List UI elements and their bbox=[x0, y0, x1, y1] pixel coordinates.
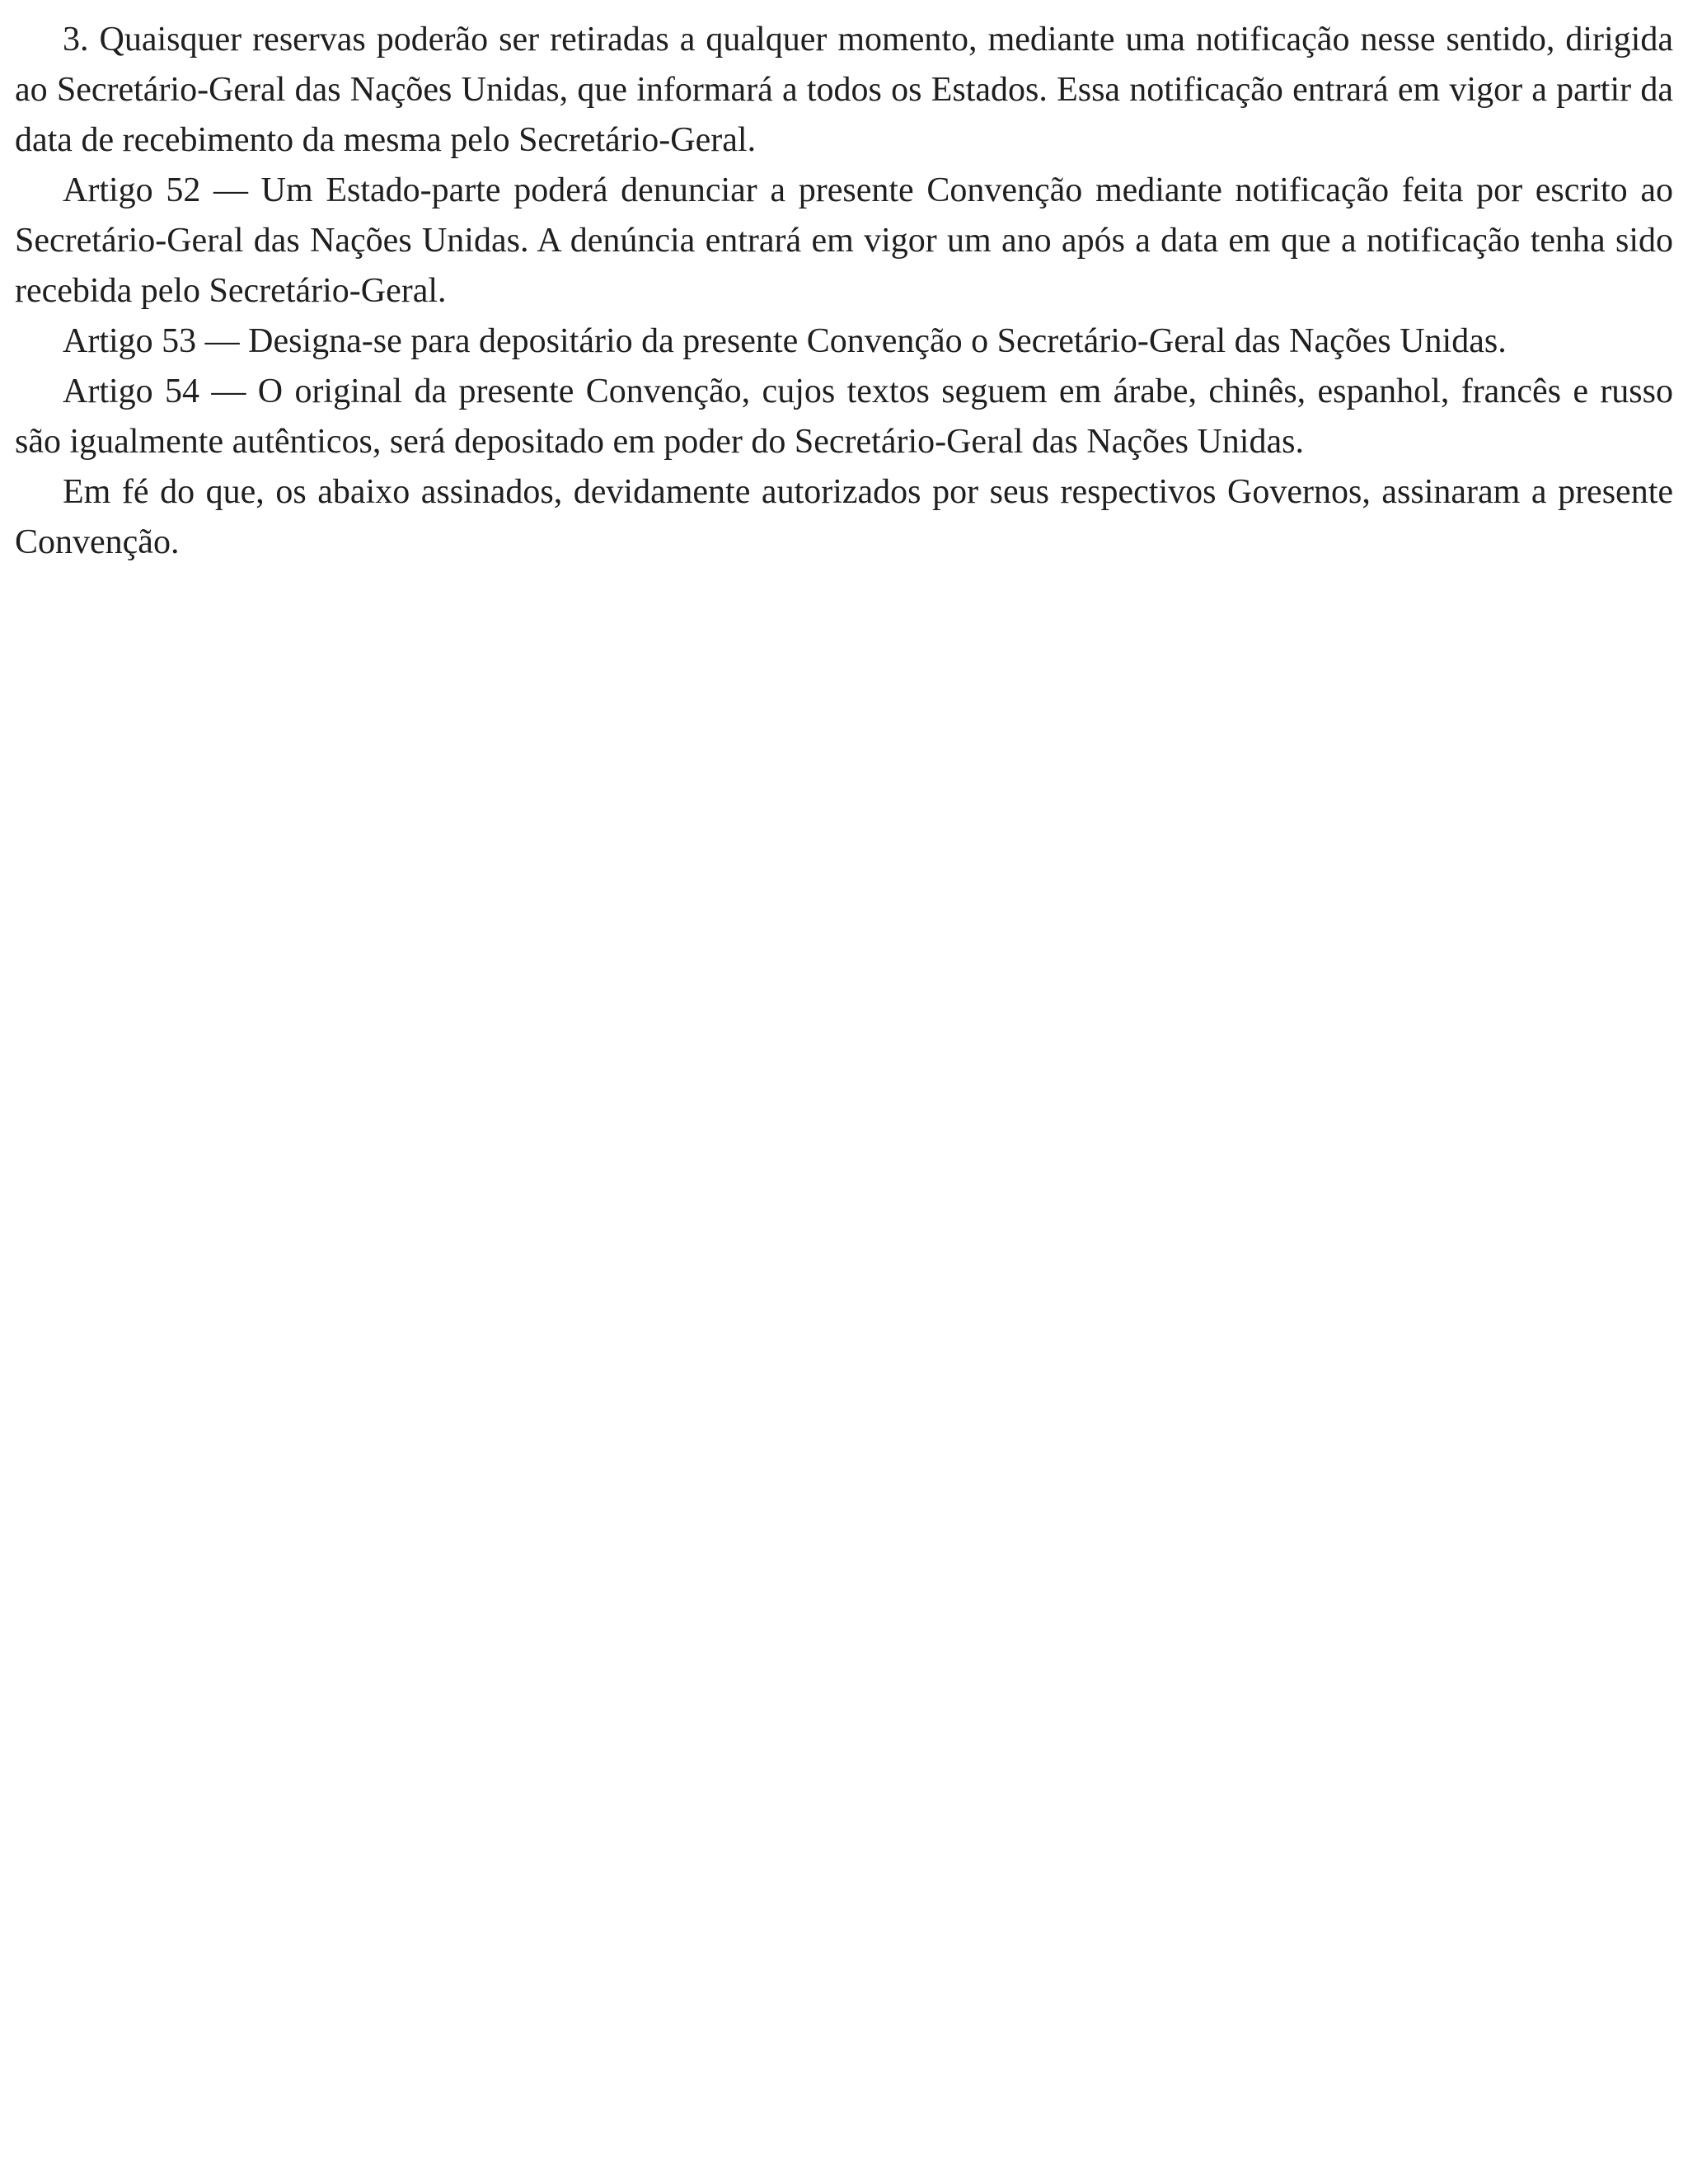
document-page bbox=[15, 15, 1673, 568]
paragraph-reservas: 3. Quaisquer reservas poderão ser retiradas a qualquer momento, mediante uma notificação nesse sentido, dirigida ao Secretário-Geral das Nações Unidas, que informará a todos os Estados. Essa notificação entrará em vigor a partir da data de recebimento da mesma pelo Secretário-Geral. bbox=[15, 21, 1673, 159]
paragraph-assinaturas: Em fé do que, os abaixo assinados, devidamente autorizados por seus respectivos Governos, assinaram a presente Convenção. bbox=[15, 473, 1673, 561]
paragraph-artigo-52: Artigo 52 — Um Estado-parte poderá denunciar a presente Convenção mediante notificação feita por escrito ao Secretário-Geral das Nações Unidas. A denúncia entrará em vigor um ano após a data em que a notificação tenha sido recebida pelo Secretário-Geral. bbox=[15, 171, 1673, 310]
paragraph-artigo-54: Artigo 54 — O original da presente Convenção, cujos textos seguem em árabe, chinês, espanhol, francês e russo são igualmente autênticos, será depositado em poder do Secretário-Geral das Nações Unidas. bbox=[15, 373, 1673, 461]
paragraph-artigo-53: Artigo 53 — Designa-se para depositário da presente Convenção o Secretário-Geral das Nações Unidas. bbox=[63, 322, 1507, 360]
